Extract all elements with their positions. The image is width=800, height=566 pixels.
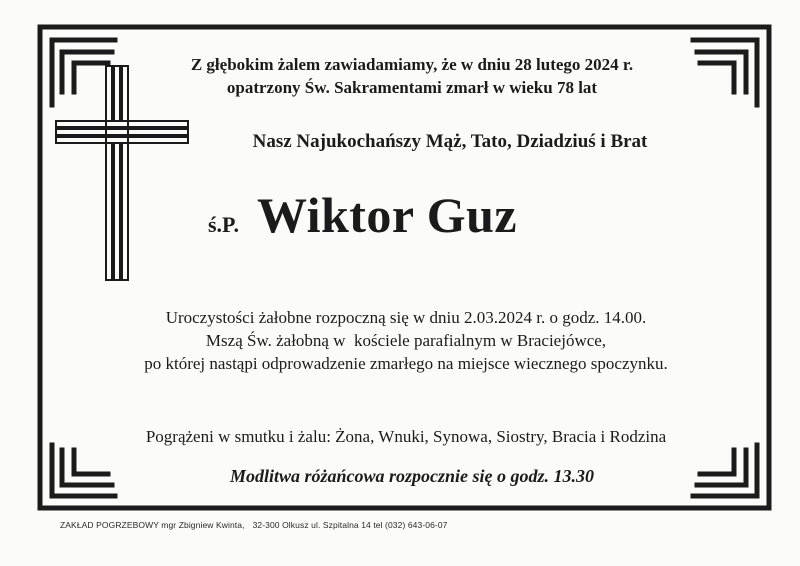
intro-line-1: Z głębokim żalem zawiadamiamy, że w dniu 28 lutego 2024 r. [190,55,634,74]
ceremony-line-2: Mszą Św. żałobną w kościele parafialnym w Braciejówce, [205,331,607,350]
ceremony-line-3: po której nastąpi odprowadzenie zmarłego na miejsce wiecznego spoczynku. [144,354,668,373]
rosary-notice: Modlitwa różańcowa rozpocznie się o godz. 13.30 [229,466,595,486]
mourners-line: Pogrążeni w smutku i żalu: Żona, Wnuki, Synowa, Siostry, Bracia i Rodzina [145,427,667,446]
footer-address: 32-300 Olkusz ul. Szpitalna 14 tel (032) 643-06-07 [252,520,448,530]
deceased-name: Wiktor Guz [256,187,518,243]
family-heading: Nasz Najukochańszy Mąż, Tato, Dziadziuś i Brat [252,131,648,152]
deceased-name-row [208,186,517,244]
ceremony-line-1: Uroczystości żałobne rozpoczną się w dniu 2.03.2024 r. o godz. 14.00. [165,308,647,327]
funeral-home-footer [60,520,456,530]
name-prefix: ś.P. [208,212,239,237]
footer-company: ZAKŁAD POGRZEBOWY mgr Zbigniew Kwinta, [60,520,245,530]
intro-line-2: opatrzony Św. Sakramentami zmarł w wieku 78 lat [226,78,598,97]
